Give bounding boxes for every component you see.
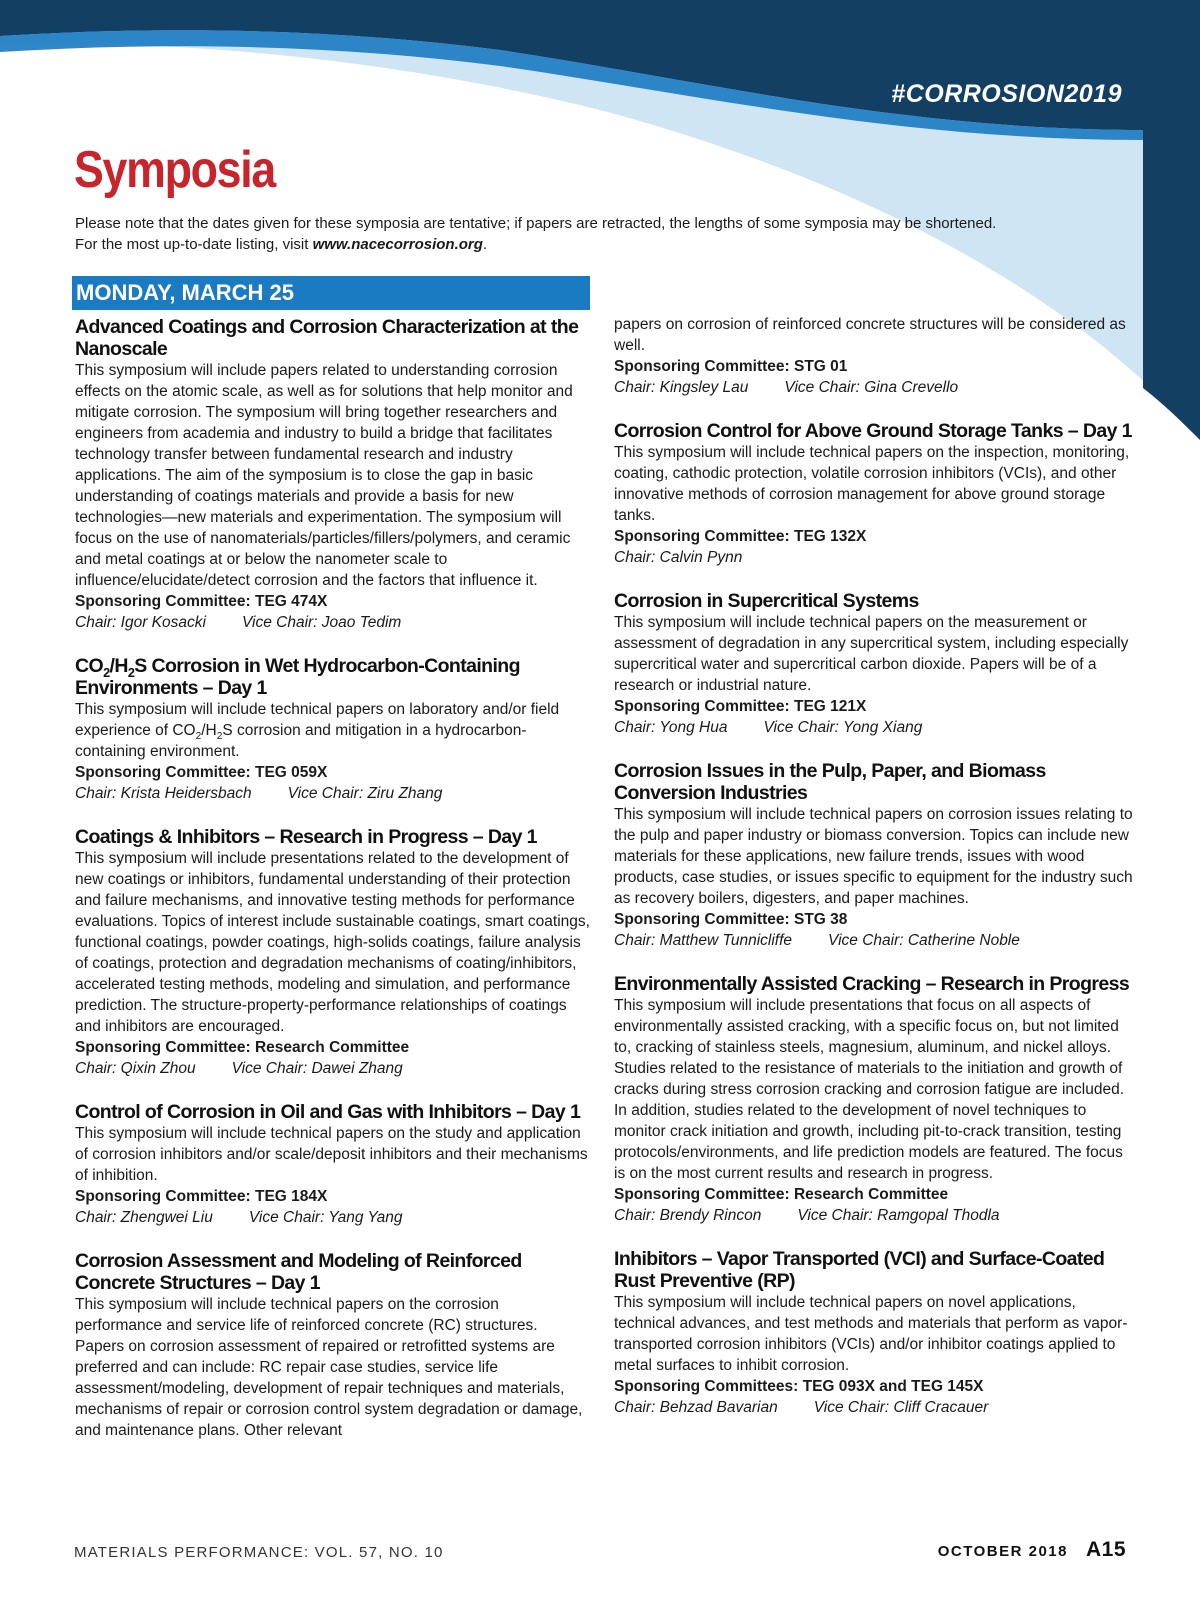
chairs <box>614 1397 1134 1418</box>
symposium-title <box>75 655 590 699</box>
intro-line-2-prefix: For the most up-to-date listing, visit <box>75 236 313 253</box>
vice-chair: Vice Chair: Dawei Zhang <box>231 1060 403 1077</box>
sponsoring-committee: Sponsoring Committee: TEG 059X <box>75 764 328 781</box>
intro-note <box>75 213 1075 255</box>
chairs <box>614 547 1134 568</box>
chairs <box>75 783 590 804</box>
symposium-description: This symposium will include technical papers on the measurement or assessment of degradation in any supercritical system, including especially supercritical water and supercritical carbon dioxide. Papers will be of a research or industrial nature. <box>614 614 1129 694</box>
footer-date: OCTOBER 2018 <box>937 1543 1068 1560</box>
symposium-title: Inhibitors – Vapor Transported (VCI) and Surface-Coated Rust Preventive (RP) <box>614 1248 1105 1292</box>
symposium-description: This symposium will include papers related to understanding corrosion effects on the atomic scale, as well as for solutions that help monitor and mitigate corrosion. The symposium will bring together researchers and engineers from academia and industry to build a bridge that facilitates technology transfer between fundamental research and industry applications. The aim of the symposium is to close the gap in basic understanding of coatings materials and provide a basis for new technologies—new materials and experimentation. The symposium will focus on the use of nanomaterials/particles/fillers/polymers, and ceramic and metal coatings at or below the nanometer scale to influence/elucidate/detect corrosion and the factors that influence it. <box>75 362 573 589</box>
symposium-title: Advanced Coatings and Corrosion Characterization at the Nanoscale <box>75 316 579 360</box>
symposium-description: This symposium will include presentations related to the development of new coatings or inhibitors, fundamental understanding of their protection and failure mechanisms, and innovative testing methods for performance evaluations. Topics of interest include sustainable coatings, smart coatings, functional coatings, powder coatings, high-solids coatings, failure analysis of coatings, protection and degradation mechanisms of coating/inhibitors, accelerated testing methods, modeling and simulation, and performance prediction. The structure-property-performance relationships of coatings and inhibitors are encouraged. <box>75 850 590 1035</box>
vice-chair: Vice Chair: Ziru Zhang <box>287 785 443 802</box>
sponsoring-committee: Sponsoring Committee: STG 38 <box>614 911 848 928</box>
title-part: S Corrosion in Wet Hydrocarbon-Containing Environments – Day 1 <box>75 655 520 699</box>
sponsoring-committee: Sponsoring Committee: Research Committee <box>75 1039 410 1056</box>
chairs <box>614 1205 1134 1226</box>
symposium-title: Coatings & Inhibitors – Research in Progress – Day 1 <box>75 826 537 848</box>
symposium-continuation <box>614 314 1134 398</box>
chair: Chair: Matthew Tunnicliffe <box>614 932 793 949</box>
page-title: Symposia <box>74 141 275 199</box>
sponsoring-committee: Sponsoring Committee: TEG 184X <box>75 1188 328 1205</box>
title-subscript: 2 <box>103 665 110 680</box>
symposium-title: Corrosion Issues in the Pulp, Paper, and Biomass Conversion Industries <box>614 760 1046 804</box>
sponsoring-committee: Sponsoring Committee: TEG 121X <box>614 698 867 715</box>
page-number: A15 <box>1085 1538 1126 1561</box>
symposium-entry <box>75 826 590 1079</box>
website-link[interactable]: www.nacecorrosion.org <box>312 236 483 253</box>
chair: Chair: Igor Kosacki <box>75 614 206 631</box>
vice-chair: Vice Chair: Yong Xiang <box>763 719 923 736</box>
symposium-entry <box>614 973 1134 1226</box>
symposium-description: This symposium will include technical papers on the study and application of corrosion inhibitors and/or scale/deposit inhibitors and their mechanisms of inhibition. <box>75 1125 588 1184</box>
vice-chair: Vice Chair: Catherine Noble <box>828 932 1020 949</box>
desc-part: /H <box>201 722 217 739</box>
symposium-entry <box>614 1248 1134 1418</box>
symposium-title: Corrosion Assessment and Modeling of Reinforced Concrete Structures – Day 1 <box>75 1250 522 1294</box>
symposium-entry <box>75 316 590 633</box>
chairs <box>75 1058 590 1079</box>
chair: Chair: Yong Hua <box>614 719 728 736</box>
chairs <box>614 717 1134 738</box>
desc-part: This symposium will include technical papers on laboratory and/or field experience of CO <box>75 701 560 739</box>
symposium-entry <box>75 1101 590 1228</box>
intro-line-2 <box>75 234 1075 255</box>
chairs <box>614 377 1134 398</box>
symposium-description: This symposium will include technical papers on corrosion issues relating to the pulp and paper industry or biomass conversion. Topics can include new materials for these applications, new failure trends, issues with wood products, case studies, or issues specific to equipment for the industry such as recovery boilers, digesters, and paper machines. <box>614 806 1133 907</box>
symposium-entry <box>614 420 1134 568</box>
left-column <box>75 316 590 1463</box>
footer-date-page <box>938 1538 1126 1562</box>
desc-subscript: 2 <box>195 731 202 743</box>
desc-subscript: 2 <box>216 731 223 743</box>
day-heading: MONDAY, MARCH 25 <box>72 276 590 310</box>
symposium-title: Corrosion in Supercritical Systems <box>614 590 919 612</box>
symposium-description: papers on corrosion of reinforced concrete structures will be considered as well. <box>614 316 1126 354</box>
symposium-entry <box>614 760 1134 951</box>
sponsoring-committee: Sponsoring Committee: Research Committee <box>614 1186 949 1203</box>
vice-chair: Vice Chair: Yang Yang <box>248 1209 403 1226</box>
chair: Chair: Calvin Pynn <box>614 549 743 566</box>
chair: Chair: Behzad Bavarian <box>614 1399 778 1416</box>
sponsoring-committee: Sponsoring Committee: TEG 132X <box>614 528 867 545</box>
desc-part: S corrosion and mitigation in a hydrocarbon-containing environment. <box>75 722 527 760</box>
sponsoring-committee: Sponsoring Committee: STG 01 <box>614 358 848 375</box>
intro-line-2-suffix: . <box>482 236 488 253</box>
intro-line-1: Please note that the dates given for these symposia are tentative; if papers are retracted, the lengths of some symposia may be shortened. <box>75 215 997 232</box>
title-part: /H <box>109 655 128 677</box>
chairs <box>75 612 590 633</box>
vice-chair: Vice Chair: Cliff Cracauer <box>813 1399 989 1416</box>
symposium-description <box>75 699 590 762</box>
right-column <box>614 314 1134 1440</box>
symposium-entry <box>75 1250 590 1441</box>
footer-publication: MATERIALS PERFORMANCE: VOL. 57, NO. 10 <box>74 1544 444 1561</box>
vice-chair: Vice Chair: Joao Tedim <box>241 614 402 631</box>
symposium-title: Environmentally Assisted Cracking – Research in Progress <box>614 973 1130 995</box>
vice-chair: Vice Chair: Gina Crevello <box>784 379 959 396</box>
symposium-entry <box>614 590 1134 738</box>
chair: Chair: Kingsley Lau <box>614 379 749 396</box>
symposium-description: This symposium will include presentations that focus on all aspects of environmentally assisted cracking, with a specific focus on, but not limited to, cracking of stainless steels, magnesium, aluminum, and nickel alloys. Studies related to the resistance of materials to the initiation and growth of cracks during stress corrosion cracking and corrosion fatigue are included. In addition, studies related to the development of novel techniques to monitor crack initiation and growth, including pit-to-crack transition, testing protocols/environments, and life prediction models are featured. The focus is on the most current results and research in progress. <box>614 997 1125 1182</box>
symposium-description: This symposium will include technical papers on novel applications, technical advances, and test methods and materials that perform as vapor-transported corrosion inhibitors (VCIs) and/or inhibitor coatings applied to metal surfaces to inhibit corrosion. <box>614 1294 1128 1374</box>
chairs <box>75 1207 590 1228</box>
symposium-description: This symposium will include technical papers on the corrosion performance and service life of reinforced concrete (RC) structures. Papers on corrosion assessment of repaired or retrofitted systems are preferred and can include: RC repair case studies, service life assessment/modeling, development of repair techniques and materials, mechanisms of repair or corrosion control system degradation or damage, and maintenance plans. Other relevant <box>75 1296 583 1439</box>
chairs <box>614 930 1134 951</box>
vice-chair: Vice Chair: Ramgopal Thodla <box>797 1207 1000 1224</box>
title-subscript: 2 <box>127 665 135 680</box>
sponsoring-committee: Sponsoring Committee: TEG 474X <box>75 593 328 610</box>
chair: Chair: Qixin Zhou <box>75 1060 196 1077</box>
chair: Chair: Krista Heidersbach <box>75 785 252 802</box>
chair: Chair: Brendy Rincon <box>614 1207 762 1224</box>
sponsoring-committee: Sponsoring Committees: TEG 093X and TEG 145X <box>614 1378 984 1395</box>
symposium-title: Control of Corrosion in Oil and Gas with Inhibitors – Day 1 <box>75 1101 581 1123</box>
symposium-title: Corrosion Control for Above Ground Storage Tanks – Day 1 <box>614 420 1132 442</box>
symposium-description: This symposium will include technical papers on the inspection, monitoring, coating, cathodic protection, volatile corrosion inhibitors (VCIs), and other innovative methods of corrosion management for above ground storage tanks. <box>614 444 1130 524</box>
title-part: CO <box>75 655 104 677</box>
symposium-entry <box>75 655 590 804</box>
event-hashtag: #CORROSION2019 <box>891 80 1122 108</box>
chair: Chair: Zhengwei Liu <box>75 1209 213 1226</box>
